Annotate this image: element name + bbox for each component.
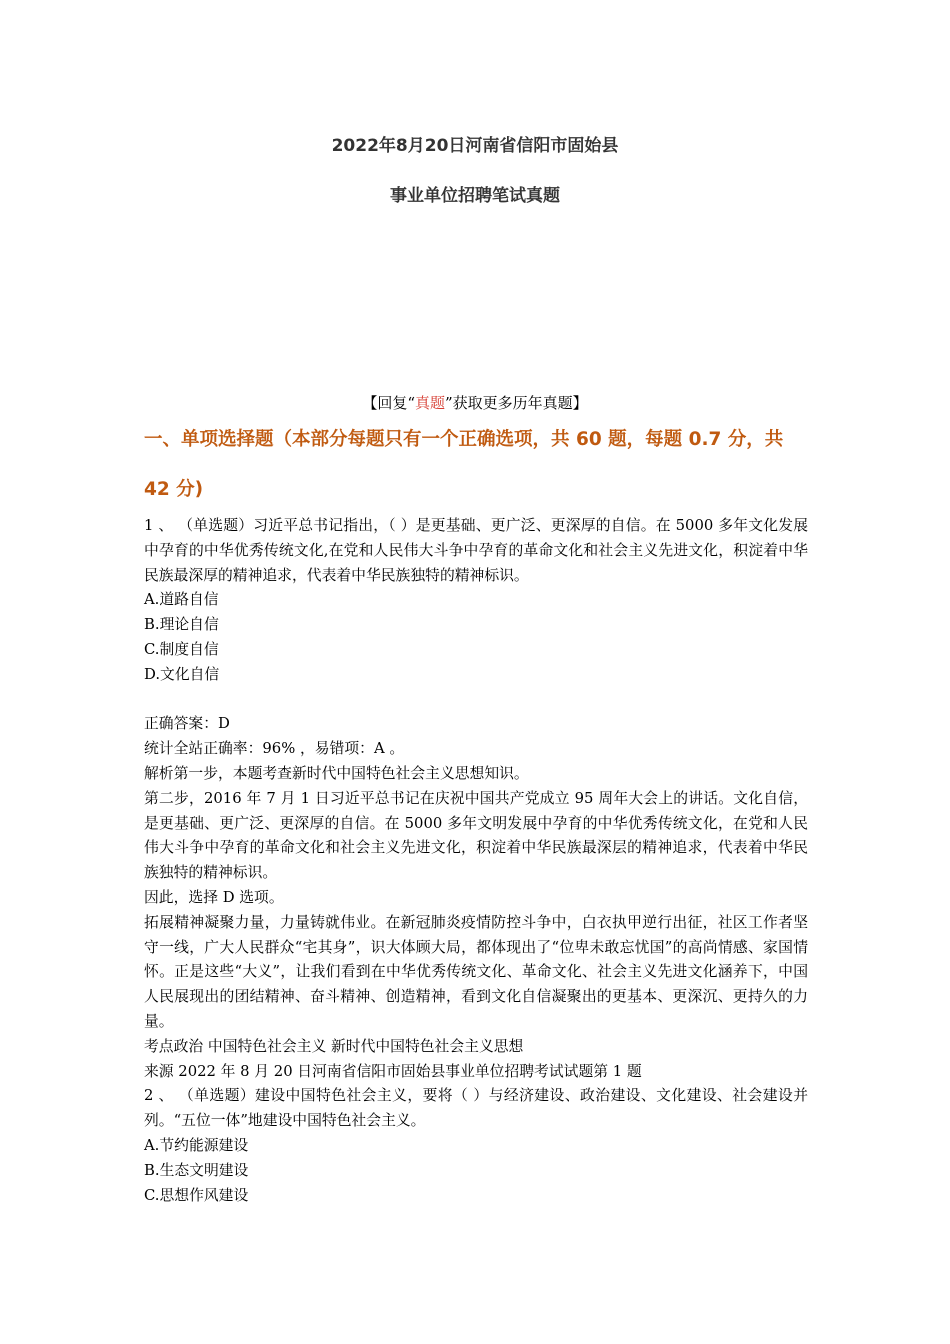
q1-option-b: B.理论自信	[144, 616, 219, 634]
q1-analysis-step2: 第二步，2016 年 7 月 1 日习近平总书记在庆祝中国共产党成立 95 周年大会上的讲话。文化自信，是更基础、更广泛、更深厚的自信。在 5000 多年文明发展中孕育的中华优秀传统文化，在党和人民伟大斗争中孕育的革命文化和社会主义先进文化，积淀着中华民族最深层的精神追求，代表着中华民族独特的精神标识。	[144, 789, 808, 882]
q1-stem: 1 、 （单选题）习近平总书记指出，（ ）是更基础、更广泛、更深厚的自信。在 5000 多年文化发展中孕育的中华优秀传统文化,在党和人民伟大斗争中孕育的革命文化和社会主义先进文化，积淀着中华民族最深厚的精神追求，代表着中华民族独特的精神标识。	[144, 517, 808, 584]
document-title-line1: 2022年8月20日河南省信阳市固始县	[331, 136, 619, 156]
q1-source: 来源 2022 年 8 月 20 日河南省信阳市固始县事业单位招聘考试试题第 1 题	[144, 1062, 642, 1080]
q1-analysis-conclusion: 因此，选择 D 选项。	[144, 888, 284, 906]
section-heading-line2: 42 分)	[144, 479, 204, 500]
reply-notice	[0, 392, 950, 413]
q2-option-c: C.思想作风建设	[144, 1186, 249, 1204]
section-heading-line1: 一、单项选择题（本部分每题只有一个正确选项，共 60 题，每题 0.7 分，共	[144, 429, 784, 450]
q1-topic: 考点政治 中国特色社会主义 新时代中国特色社会主义思想	[144, 1037, 524, 1055]
reply-keyword: 真题	[414, 394, 445, 412]
q1-extension: 拓展精神凝聚力量，力量铸就伟业。在新冠肺炎疫情防控斗争中，白衣执甲逆行出征，社区工作者坚守一线，广大人民群众“宅其身”，识大体顾大局，都体现出了“位卑未敢忘忧国”的高尚情感、家国情怀。正是这些“大义”，让我们看到在中华优秀传统文化、革命文化、社会主义先进文化涵养下，中国人民展现出的团结精神、奋斗精神、创造精神，看到文化自信凝聚出的更基本、更深沉、更持久的力量。	[144, 913, 808, 1030]
document-title-line2: 事业单位招聘笔试真题	[390, 186, 560, 206]
spacer	[144, 688, 808, 713]
q1-option-c: C.制度自信	[144, 640, 219, 658]
reply-suffix: ”获取更多历年真题】	[445, 394, 588, 412]
q1-answer: 正确答案：D	[144, 715, 230, 733]
q1-option-a: A.道路自信	[144, 591, 219, 609]
reply-prefix: 【回复“	[362, 394, 415, 412]
q2-stem: 2 、 （单选题）建设中国特色社会主义，要将（ ）与经济建设、政治建设、文化建设、社会建设并列。“五位一体”地建设中国特色社会主义。	[144, 1087, 808, 1130]
q1-stats: 统计全站正确率：96% ，易错项：A 。	[144, 740, 405, 758]
q2-option-b: B.生态文明建设	[144, 1161, 249, 1179]
q2-option-a: A.节约能源建设	[144, 1136, 249, 1154]
q1-option-d: D.文化自信	[144, 665, 220, 683]
questions-body	[144, 514, 808, 1208]
q1-analysis-step1: 解析第一步，本题考查新时代中国特色社会主义思想知识。	[144, 764, 529, 782]
